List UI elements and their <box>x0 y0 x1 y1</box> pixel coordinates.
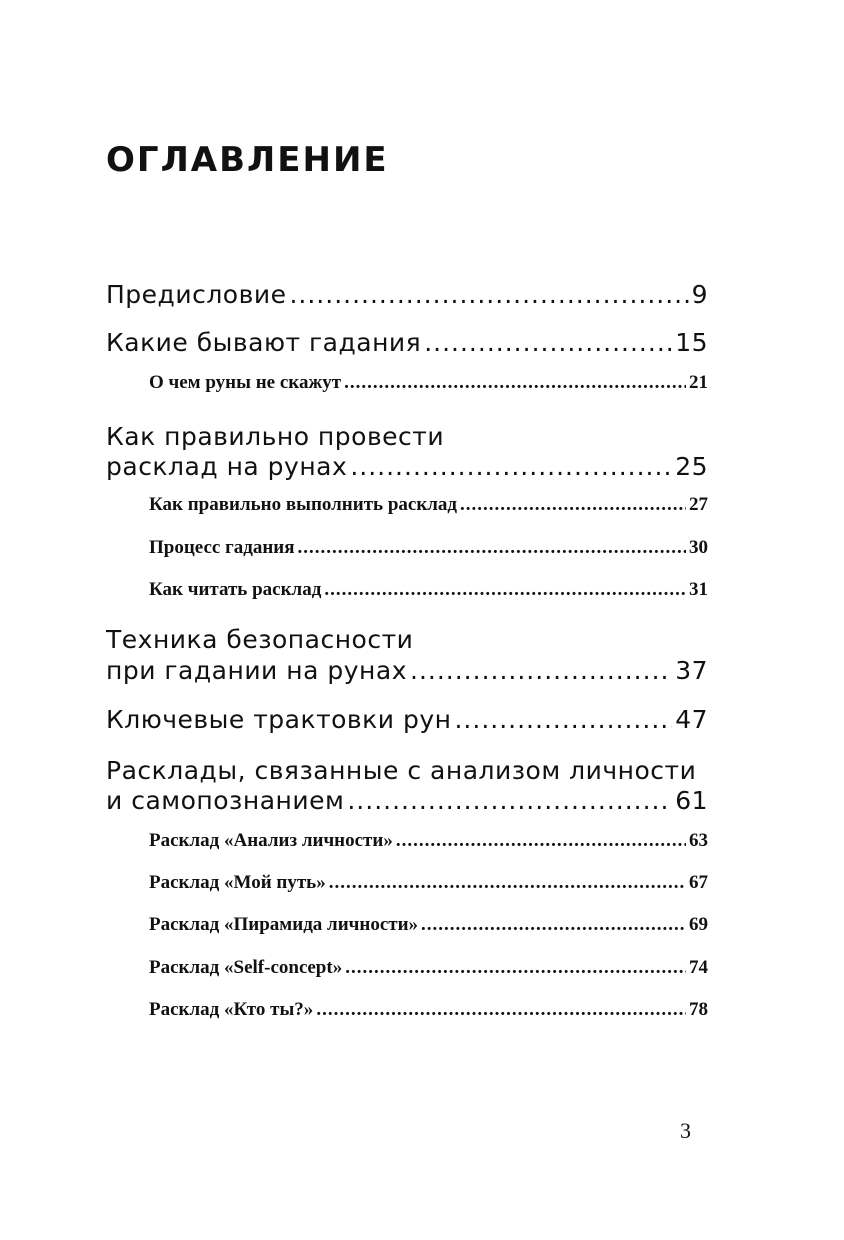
dot-leader <box>329 872 686 894</box>
toc-entry-page: 61 <box>675 786 708 815</box>
toc-entry-label: Предисловие <box>106 280 287 309</box>
dot-leader <box>460 494 686 516</box>
toc-entry-safety[interactable] <box>106 656 708 685</box>
dot-leader <box>396 830 686 852</box>
toc-subentry-how-to-perform[interactable] <box>149 494 708 516</box>
toc-entry-page: 27 <box>689 494 708 515</box>
toc-entry-key-interpretations[interactable] <box>106 705 708 734</box>
toc-entry-page: 30 <box>689 537 708 558</box>
toc-subentry-personality-pyramid[interactable] <box>149 914 708 936</box>
toc-entry-divination-types[interactable] <box>106 328 708 357</box>
toc-entry-line1: Как правильно провести <box>106 422 445 451</box>
dot-leader <box>454 705 672 734</box>
toc-subentry-who-are-you[interactable] <box>149 999 708 1021</box>
page-title: ОГЛАВЛЕНИЕ <box>106 140 389 180</box>
toc-entry-page: 63 <box>689 830 708 851</box>
toc-entry-page: 37 <box>675 656 708 685</box>
dot-leader <box>410 656 672 685</box>
dot-leader <box>344 372 686 394</box>
toc-entry-label: Расклад «Кто ты?» <box>149 999 314 1020</box>
dot-leader <box>421 914 686 936</box>
toc-entry-page: 74 <box>689 957 708 978</box>
toc-entry-line1: Расклады, связанные с анализом личности <box>106 756 697 785</box>
toc-entry-page: 25 <box>675 452 708 481</box>
toc-entry-page: 69 <box>689 914 708 935</box>
toc-entry-label: Как правильно выполнить расклад <box>149 494 458 515</box>
toc-entry-page: 9 <box>691 280 708 309</box>
toc-subentry-self-concept[interactable] <box>149 957 708 979</box>
dot-leader <box>298 537 687 559</box>
dot-leader <box>347 786 672 815</box>
toc-entry-label: расклад на рунах <box>106 452 348 481</box>
dot-leader <box>424 328 672 357</box>
dot-leader <box>345 957 686 979</box>
toc-entry-label: Процесс гадания <box>149 537 295 558</box>
toc-subentry-runes-wont-tell[interactable] <box>149 372 708 394</box>
toc-entry-personality-spreads[interactable] <box>106 786 708 815</box>
toc-entry-page: 15 <box>675 328 708 357</box>
dot-leader <box>324 579 686 601</box>
toc-entry-page: 78 <box>689 999 708 1020</box>
toc-entry-label: Какие бывают гадания <box>106 328 422 357</box>
toc-entry-label: и самопознанием <box>106 786 345 815</box>
toc-entry-label: при гадании на рунах <box>106 656 407 685</box>
toc-subentry-my-path[interactable] <box>149 872 708 894</box>
page-number: 3 <box>680 1118 691 1143</box>
toc-entry-page: 47 <box>675 705 708 734</box>
toc-entry-label: Расклад «Пирамида личности» <box>149 914 419 935</box>
toc-entry-how-to-conduct[interactable] <box>106 452 708 481</box>
toc-entry-label: Ключевые трактовки рун <box>106 705 452 734</box>
toc-entry-page: 21 <box>689 372 708 393</box>
toc-subentry-how-to-read[interactable] <box>149 579 708 601</box>
dot-leader <box>289 280 688 309</box>
toc-entry-page: 31 <box>689 579 708 600</box>
toc-entry-page: 67 <box>689 872 708 893</box>
toc-entry-label: О чем руны не скажут <box>149 372 342 393</box>
toc-entry-label: Расклад «Self-concept» <box>149 957 343 978</box>
dot-leader <box>350 452 672 481</box>
toc-entry-label: Как читать расклад <box>149 579 322 600</box>
toc-entry-preface[interactable] <box>106 280 708 309</box>
toc-subentry-divination-process[interactable] <box>149 537 708 559</box>
dot-leader <box>316 999 686 1021</box>
toc-entry-line1: Техника безопасности <box>106 625 414 654</box>
toc-subentry-personality-analysis[interactable] <box>149 830 708 852</box>
toc-entry-label: Расклад «Анализ личности» <box>149 830 393 851</box>
toc-entry-label: Расклад «Мой путь» <box>149 872 326 893</box>
